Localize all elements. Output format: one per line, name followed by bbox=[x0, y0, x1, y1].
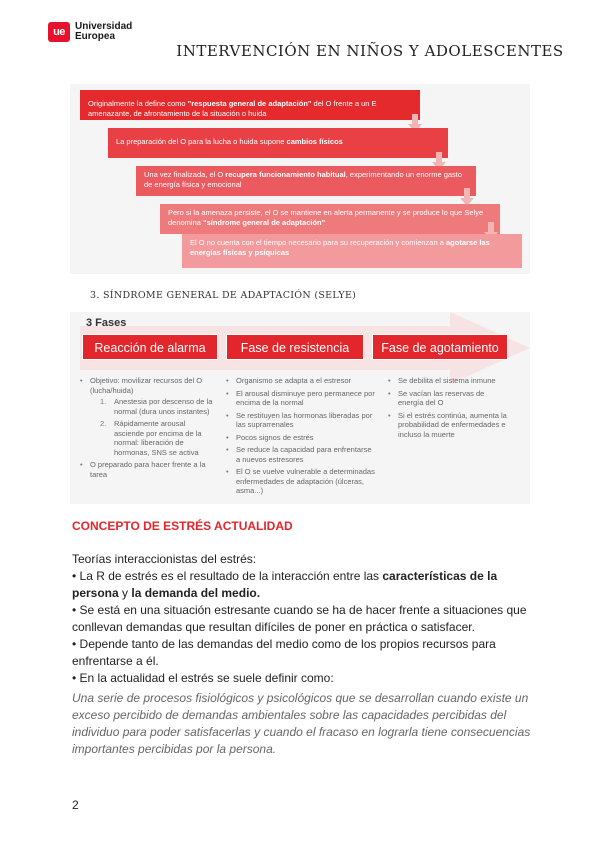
alarm-details bbox=[80, 376, 215, 482]
logo-text bbox=[75, 22, 132, 42]
list-item: • El O se vuelve vulnerable a determinadas enfermedades de adaptación (úlceras, asma...) bbox=[226, 467, 376, 496]
list-item: • Se restituyen las hormonas liberadas por las suprarrenales bbox=[226, 411, 376, 430]
phase-alarm: Reacción de alarma bbox=[82, 334, 218, 360]
phase-resistance: Fase de resistencia bbox=[226, 334, 364, 360]
concept-bullet-1: • La R de estrés es el resultado de la interacción entre las características de la persona y la demanda del medio. bbox=[72, 569, 498, 600]
list-item: • Se vacían las reservas de energía del O bbox=[388, 389, 508, 408]
concept-bullet-3: • Depende tanto de las demandas del medio como de los propios recursos para enfrentarse a él. bbox=[72, 637, 496, 668]
phases-title: 3 Fases bbox=[86, 317, 127, 329]
section-3-heading: 3. SÍNDROME GENERAL DE ADAPTACIÓN (SELYE) bbox=[90, 290, 357, 301]
staircase-step-5: El O no cuenta con el tiempo necesario para su recuperación y comienzan a agotarse las energías físicas y psíquicas bbox=[182, 234, 522, 268]
concept-bullet-4: • En la actualidad el estrés se suele definir como: bbox=[72, 671, 334, 685]
university-logo bbox=[48, 22, 132, 42]
list-item: • Si el estrés continúa, aumenta la probabilidad de enfermedades e incluso la muerte bbox=[388, 411, 508, 440]
logo-line-2: Europea bbox=[75, 31, 116, 42]
list-item: 2. Rápidamente arousal asciende por encima de la normal: liberación de hormonas, SNS se activa bbox=[100, 419, 202, 457]
staircase-step-1: Originalmente la define como "respuesta general de adaptación" del O frente a un E amenazante, de afrontamiento de la situación o huida bbox=[80, 90, 420, 120]
sub-num: 2. bbox=[100, 419, 107, 428]
concept-intro: Teorías interaccionistas del estrés: bbox=[72, 552, 257, 566]
document-title: INTERVENCIÓN EN NIÑOS Y ADOLESCENTES bbox=[176, 42, 564, 60]
list-item: • Organismo se adapta a el estresor bbox=[226, 376, 376, 386]
list-item: • Se debilita el sistema inmune bbox=[388, 376, 508, 386]
staircase-step-2: La preparación del O para la lucha o huida supone cambios físicos bbox=[108, 128, 448, 158]
staircase-step-3: Una vez finalizada, el O recupera funcionamiento habitual, experimentando un enorme gasto de energía física y emocional bbox=[136, 166, 476, 196]
logo-line-1: Universidad bbox=[75, 21, 133, 32]
concept-bullet-2: • Se está en una situación estresante cuando se ha de hacer frente a situaciones que conllevan demandas que resultan difíciles de poner en práctica o satisfacer. bbox=[72, 603, 527, 634]
sub-num: 1. bbox=[100, 397, 107, 406]
list-item: 1. Anestesia por descenso de la normal (dura unos instantes) bbox=[100, 397, 213, 416]
concept-body bbox=[72, 551, 530, 687]
staircase-step-4: Pero si la amenaza persiste, el O se mantiene en alerta permanente y se produce lo que Selye denomina "síndrome general de adaptación" bbox=[160, 204, 500, 234]
stress-definition: Una serie de procesos fisiológicos y psicológicos que se desarrollan cuando existe un exceso percibido de demandas ambientales sobre las capacidades percibidas del individuo para poder satisfacerlas y cuando el fracaso en lograrla tiene consecuencias importantes percibidas por la persona. bbox=[72, 691, 531, 756]
list-item: • Objetivo: movilizar recursos del O (lucha/huida) 1. Anestesia por descenso de la normal (dura unos instantes) 2. Rápidamente arousal asciende por encima de la normal: liberación de hormonas, SNS se activa bbox=[80, 376, 215, 457]
page-number: 2 bbox=[72, 798, 79, 812]
list-item: • O preparado para hacer frente a la tarea bbox=[80, 460, 215, 479]
list-item: • Pocos signos de estrés bbox=[226, 433, 376, 443]
concept-heading: CONCEPTO DE ESTRÉS ACTUALIDAD bbox=[72, 519, 293, 533]
list-item: • Se reduce la capacidad para enfrentarse a nuevos estresores bbox=[226, 445, 376, 464]
resistance-details bbox=[226, 376, 376, 499]
logo-mark: ue bbox=[48, 22, 70, 42]
three-phases-diagram bbox=[70, 312, 530, 504]
adaptation-staircase-diagram bbox=[70, 84, 530, 274]
list-item: • El arousal disminuye pero permanece por encima de la normal bbox=[226, 389, 376, 408]
phase-exhaustion: Fase de agotamiento bbox=[372, 334, 508, 360]
exhaustion-details bbox=[388, 376, 508, 442]
